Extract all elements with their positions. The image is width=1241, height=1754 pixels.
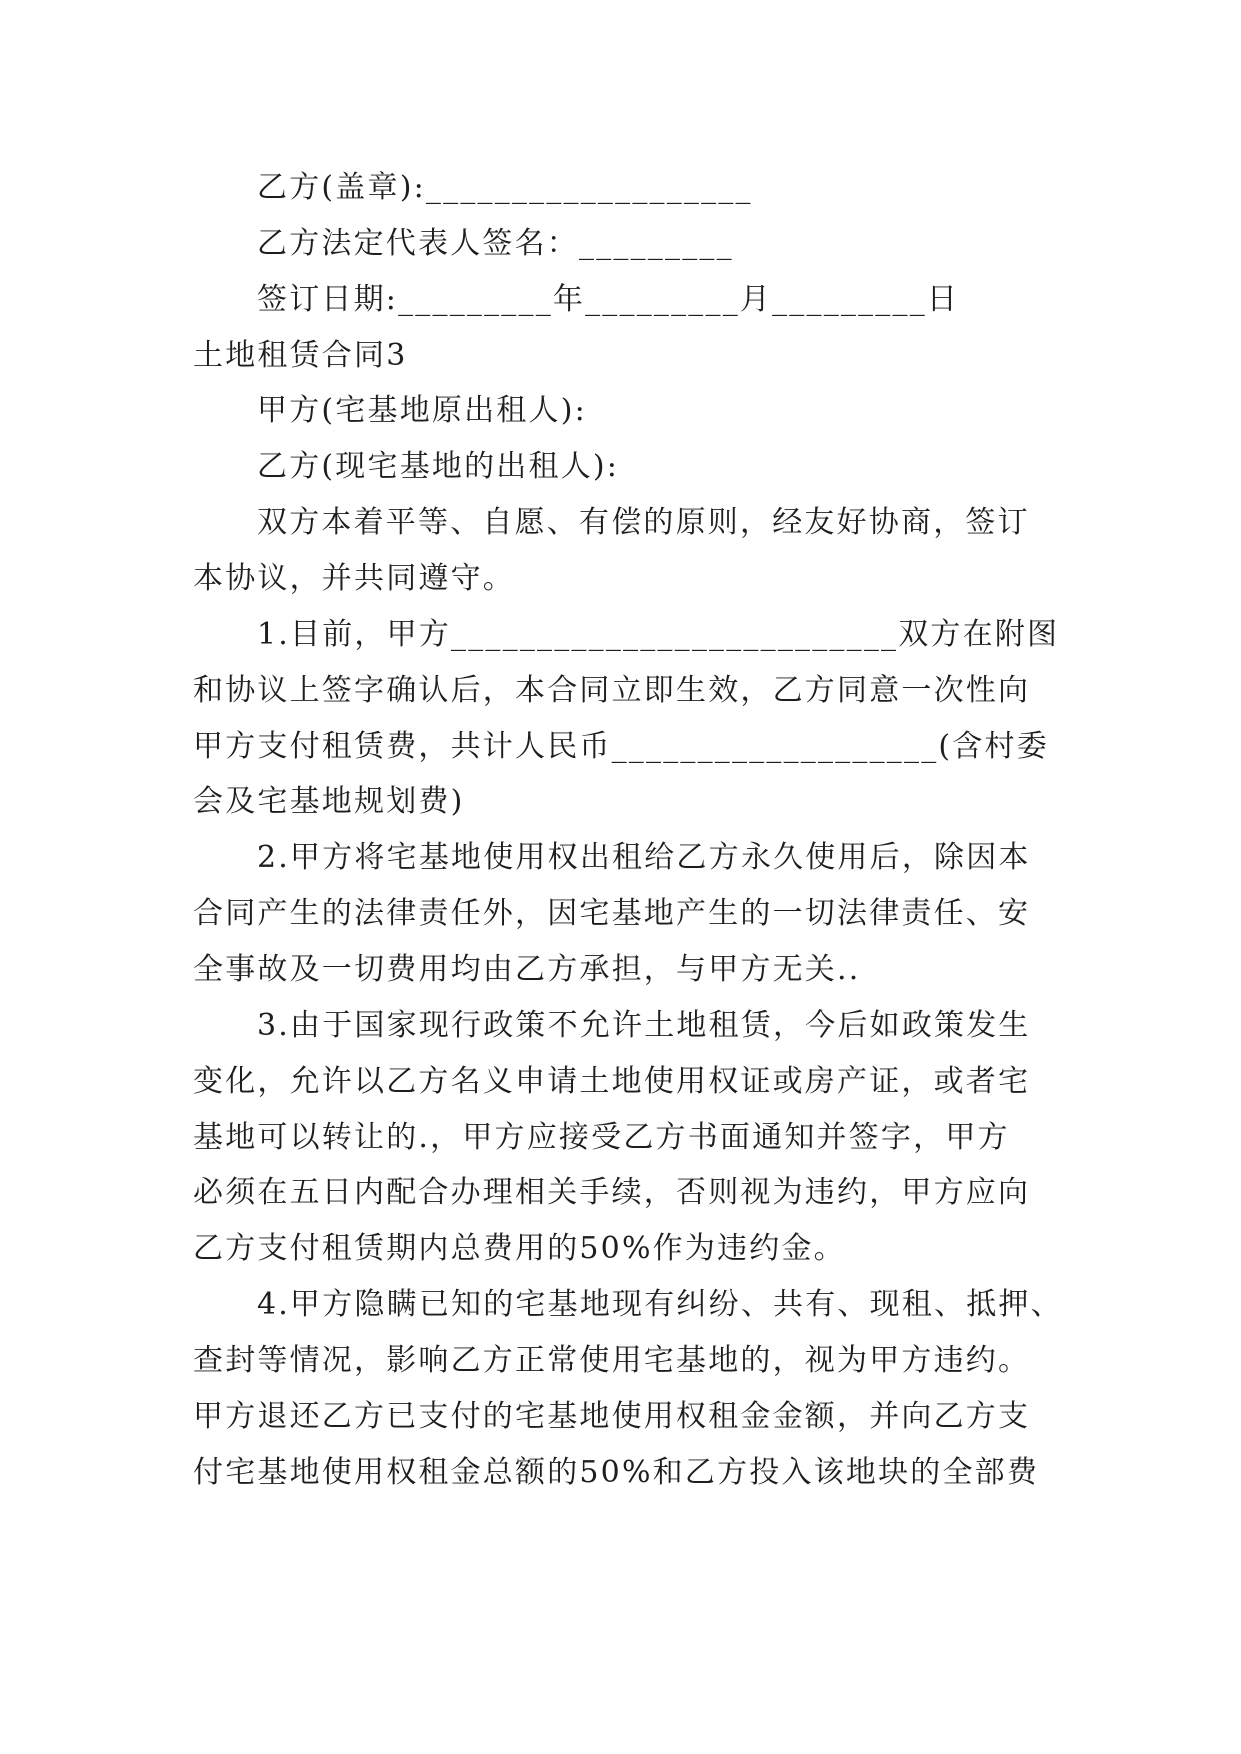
clause-3-line: 基地可以转让的.，甲方应接受乙方书面通知并签字，甲方 bbox=[193, 1120, 1010, 1155]
signature-party-b-seal-line: 乙方(盖章):___________________ bbox=[257, 170, 753, 205]
clause-4-line: 查封等情况，影响乙方正常使用宅基地的，视为甲方违约。 bbox=[193, 1343, 1031, 1378]
clause-3-line: 变化，允许以乙方名义申请土地使用权证或房产证，或者宅 bbox=[193, 1064, 1031, 1099]
paragraph-line: 双方本着平等、自愿、有偿的原则，经友好协商，签订 bbox=[257, 505, 1030, 540]
clause-2-line: 合同产生的法律责任外，因宅基地产生的一切法律责任、安 bbox=[193, 896, 1031, 931]
signing-date-line: 签订日期:_________年_________月_________日 bbox=[257, 282, 960, 317]
clause-3-line: 乙方支付租赁期内总费用的50%作为违约金。 bbox=[193, 1231, 846, 1266]
clause-3-line: 必须在五日内配合办理相关手续，否则视为违约，甲方应向 bbox=[193, 1175, 1031, 1210]
clause-1-line: 1.目前，甲方__________________________双方在附图 bbox=[257, 617, 1060, 652]
clause-3-line: 3.由于国家现行政策不允许土地租赁，今后如政策发生 bbox=[257, 1008, 1031, 1043]
clause-4-line: 付宅基地使用权租金总额的50%和乙方投入该地块的全部费 bbox=[193, 1455, 1040, 1490]
clause-2-line: 全事故及一切费用均由乙方承担，与甲方无关.. bbox=[193, 952, 861, 987]
signature-legal-rep-line: 乙方法定代表人签名：_________ bbox=[257, 226, 734, 261]
party-b-line: 乙方(现宅基地的出租人): bbox=[257, 449, 620, 484]
contract-title: 土地租赁合同3 bbox=[193, 338, 408, 373]
clause-1-line: 和协议上签字确认后，本合同立即生效，乙方同意一次性向 bbox=[193, 673, 1031, 708]
clause-1-line: 会及宅基地规划费) bbox=[193, 784, 465, 819]
clause-1-line: 甲方支付租赁费，共计人民币___________________(含村委 bbox=[193, 729, 1049, 764]
clause-2-line: 2.甲方将宅基地使用权出租给乙方永久使用后，除因本 bbox=[257, 840, 1031, 875]
clause-4-line: 甲方退还乙方已支付的宅基地使用权租金金额，并向乙方支 bbox=[193, 1399, 1031, 1434]
clause-4-line: 4.甲方隐瞒已知的宅基地现有纠纷、共有、现租、抵押、 bbox=[257, 1287, 1063, 1322]
party-a-line: 甲方(宅基地原出租人): bbox=[257, 393, 587, 428]
paragraph-line: 本协议，并共同遵守。 bbox=[193, 561, 515, 596]
